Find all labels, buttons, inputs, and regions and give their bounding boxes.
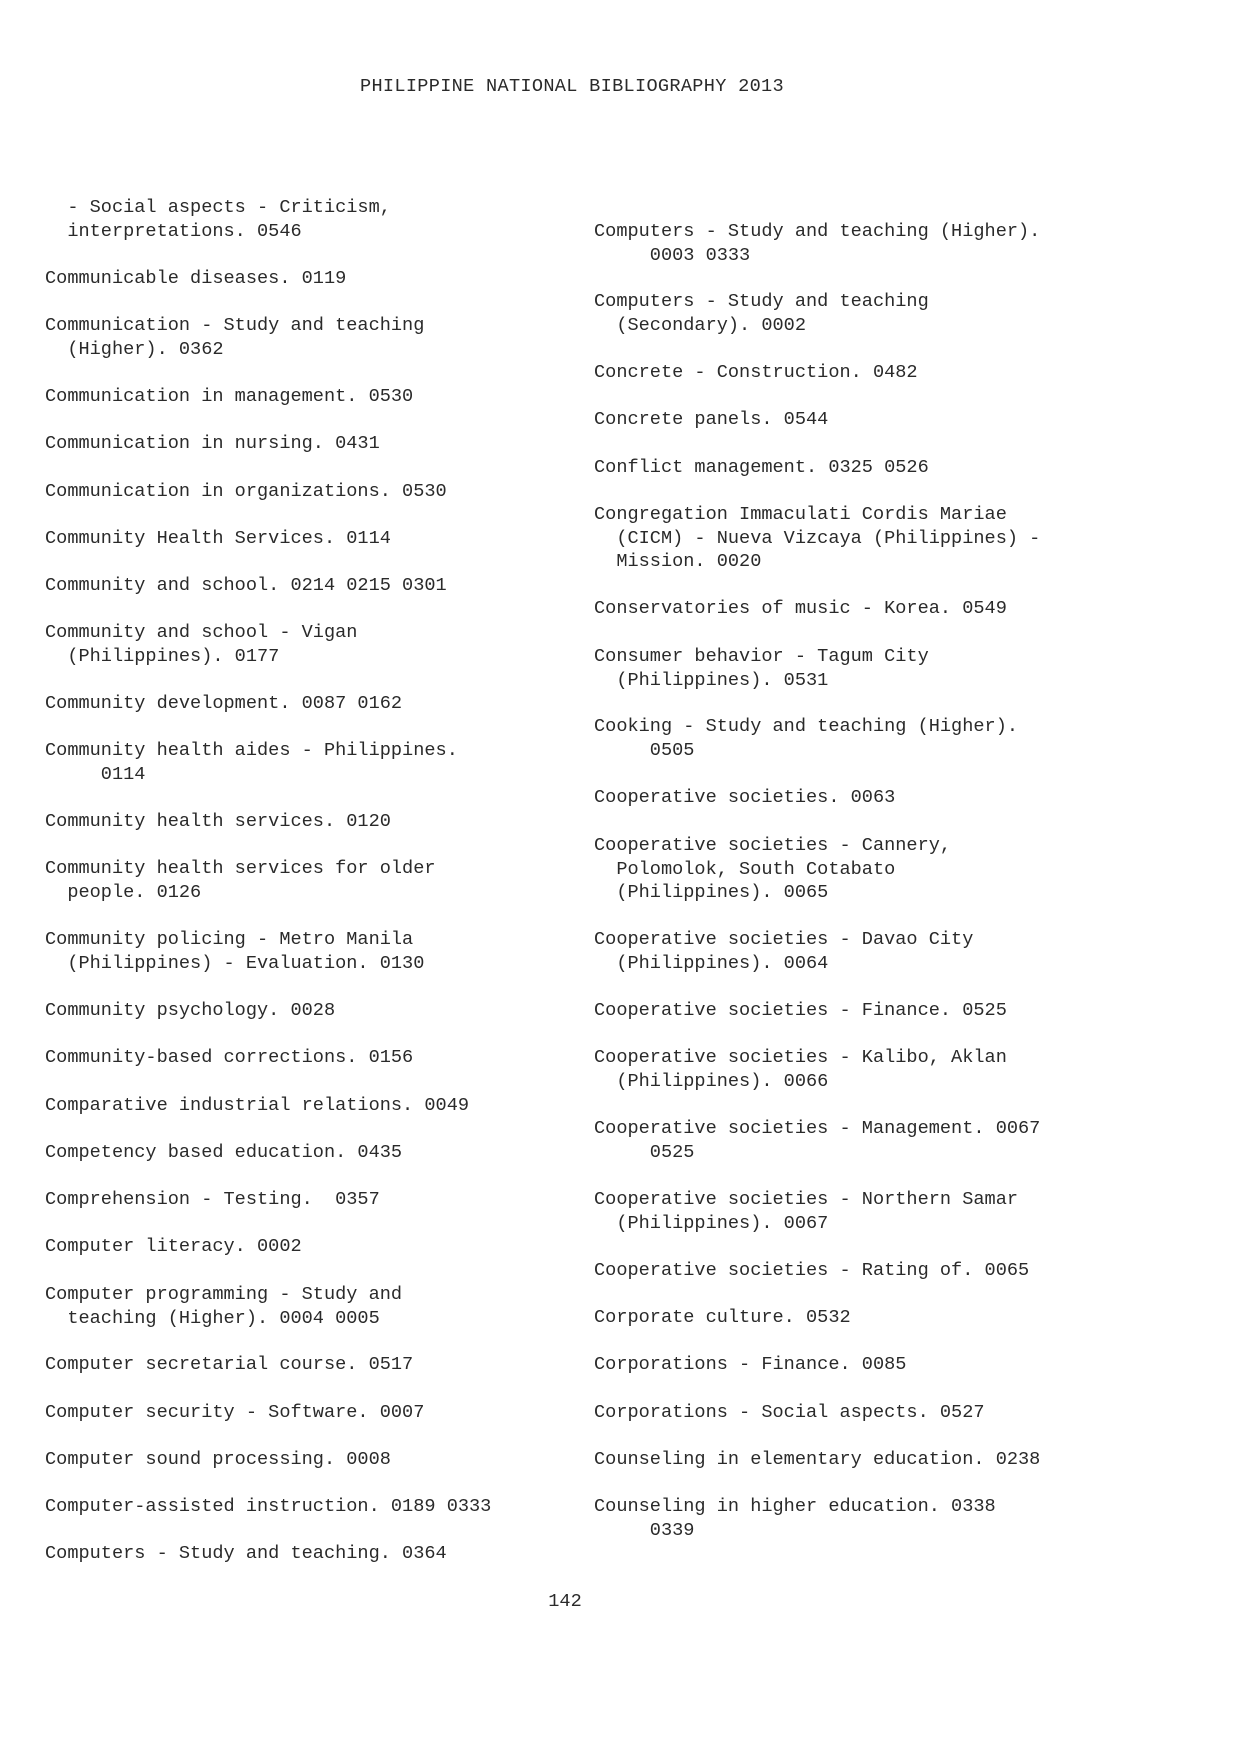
index-entry: Community-based corrections. 0156 xyxy=(45,1047,414,1068)
index-entry: Conservatories of music - Korea. 0549 xyxy=(594,598,1007,619)
index-entry: Community health services. 0120 xyxy=(45,811,391,832)
index-entry: Community and school - Vigan (Philippines). 0177 xyxy=(45,622,358,667)
page-header: PHILIPPINE NATIONAL BIBLIOGRAPHY 2013 xyxy=(360,76,784,97)
index-entry: Communication - Study and teaching (Higher). 0362 xyxy=(45,315,425,360)
index-entry: Community health services for older people. 0126 xyxy=(45,858,436,903)
index-entry: Community health aides - Philippines. 0114 xyxy=(45,740,458,785)
index-entry: Communicable diseases. 0119 xyxy=(45,268,347,289)
index-entry: Cooperative societies - Northern Samar (Philippines). 0067 xyxy=(594,1189,1019,1234)
index-entry: Community and school. 0214 0215 0301 xyxy=(45,575,447,596)
index-entry: Concrete - Construction. 0482 xyxy=(594,362,918,383)
index-entry: Congregation Immaculati Cordis Mariae (CICM) - Nueva Vizcaya (Philippines) - Mission. 0020 xyxy=(594,504,1041,573)
index-entry: Cooperative societies - Cannery, Polomolok, South Cotabato (Philippines). 0065 xyxy=(594,835,952,904)
index-entry: Community Health Services. 0114 xyxy=(45,528,391,549)
page-number: 142 xyxy=(548,1591,582,1612)
index-entry: - Social aspects - Criticism, interpretations. 0546 xyxy=(67,197,391,242)
index-entry: Comprehension - Testing. 0357 xyxy=(45,1189,380,1210)
index-entry: Corporations - Finance. 0085 xyxy=(594,1354,907,1375)
index-entry: Computer-assisted instruction. 0189 0333 xyxy=(45,1496,492,1517)
index-entry: Cooperative societies - Management. 0067 0525 xyxy=(594,1118,1041,1163)
index-entry: Cooperative societies. 0063 xyxy=(594,787,896,808)
index-entry: Comparative industrial relations. 0049 xyxy=(45,1095,470,1116)
index-entry: Communication in organizations. 0530 xyxy=(45,481,447,502)
index-entry: Concrete panels. 0544 xyxy=(594,409,829,430)
index-entry: Computers - Study and teaching. 0364 xyxy=(45,1543,447,1564)
index-entry: Computers - Study and teaching (Higher). 0003 0333 xyxy=(594,221,1041,266)
index-entry: Conflict management. 0325 0526 xyxy=(594,457,929,478)
index-entry: Competency based education. 0435 xyxy=(45,1142,403,1163)
index-entry: Computer sound processing. 0008 xyxy=(45,1449,391,1470)
index-entry: Counseling in elementary education. 0238 xyxy=(594,1449,1041,1470)
index-entry: Cooperative societies - Rating of. 0065 xyxy=(594,1260,1030,1281)
index-entry: Communication in management. 0530 xyxy=(45,386,414,407)
index-entry: Cooperative societies - Davao City (Philippines). 0064 xyxy=(594,929,974,974)
index-entry: Cooperative societies - Finance. 0525 xyxy=(594,1000,1007,1021)
index-entry: Cooking - Study and teaching (Higher). 0505 xyxy=(594,716,1019,761)
index-entry: Community psychology. 0028 xyxy=(45,1000,336,1021)
index-entry: Community development. 0087 0162 xyxy=(45,693,403,714)
index-entry: Cooperative societies - Kalibo, Aklan (Philippines). 0066 xyxy=(594,1047,1007,1092)
index-entry: Counseling in higher education. 0338 0339 xyxy=(594,1496,996,1541)
index-entry: Computer secretarial course. 0517 xyxy=(45,1354,414,1375)
index-entry: Communication in nursing. 0431 xyxy=(45,433,380,454)
index-entry: Computer programming - Study and teaching (Higher). 0004 0005 xyxy=(45,1284,403,1329)
index-entry: Community policing - Metro Manila (Philippines) - Evaluation. 0130 xyxy=(45,929,425,974)
index-entry: Corporate culture. 0532 xyxy=(594,1307,851,1328)
index-entry: Corporations - Social aspects. 0527 xyxy=(594,1402,985,1423)
index-entry: Consumer behavior - Tagum City (Philippines). 0531 xyxy=(594,646,929,691)
index-entry: Computer security - Software. 0007 xyxy=(45,1402,425,1423)
index-entry: Computer literacy. 0002 xyxy=(45,1236,302,1257)
index-entry: Computers - Study and teaching (Secondary). 0002 xyxy=(594,291,929,336)
